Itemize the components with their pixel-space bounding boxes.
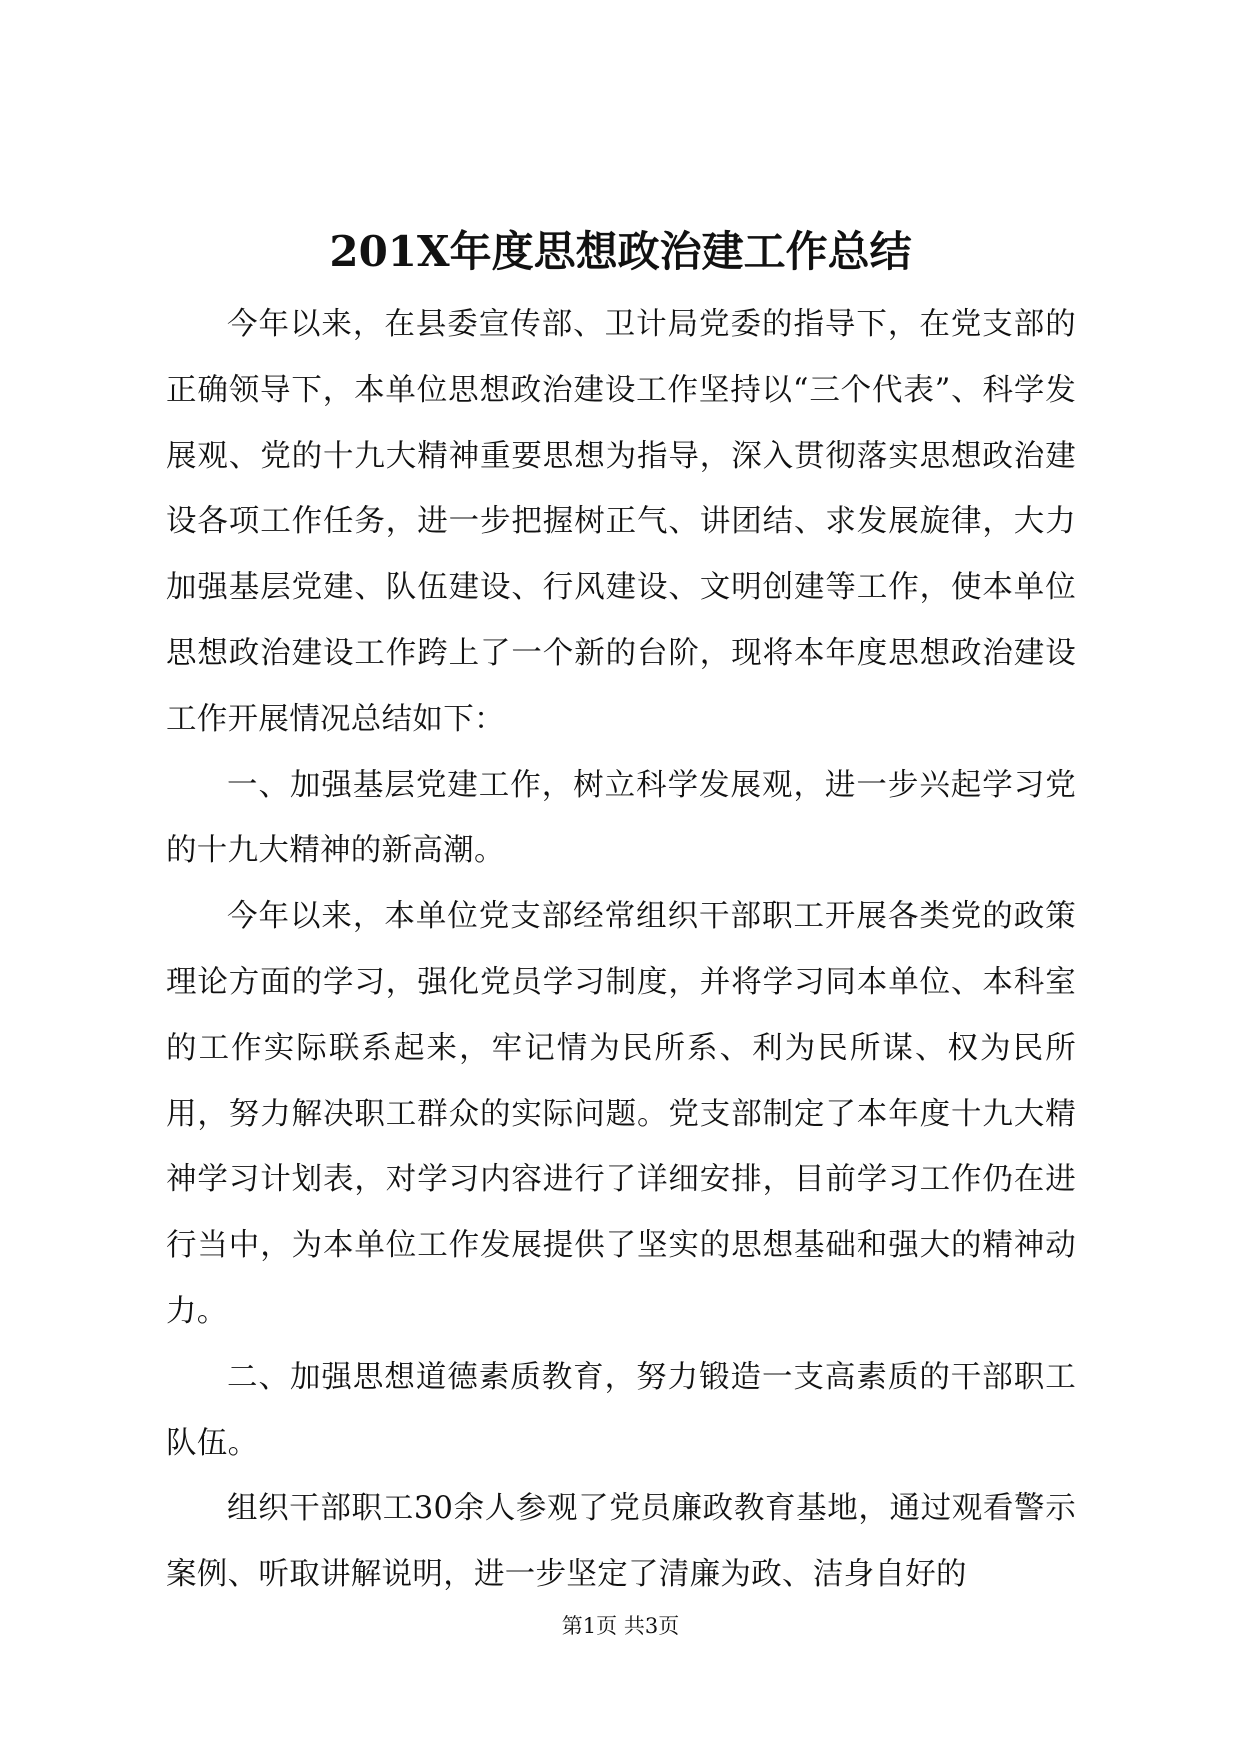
document-body: [166, 292, 1076, 1608]
paragraph-intro: 今年以来，在县委宣传部、卫计局党委的指导下，在党支部的正确领导下，本单位思想政治建设工作坚持以“三个代表”、科学发展观、党的十九大精神重要思想为指导，深入贯彻落实思想政治建设各项工作任务，进一步把握树正气、讲团结、求发展旋律，大力加强基层党建、队伍建设、行风建设、文明创建等工作，使本单位思想政治建设工作跨上了一个新的台阶，现将本年度思想政治建设工作开展情况总结如下：: [166, 307, 1076, 737]
paragraph-section-1: 今年以来，本单位党支部经常组织干部职工开展各类党的政策理论方面的学习，强化党员学习制度，并将学习同本单位、本科室的工作实际联系起来，牢记情为民所系、利为民所谋、权为民所用，努力解决职工群众的实际问题。党支部制定了本年度十九大精神学习计划表，对学习内容进行了详细安排，目前学习工作仍在进行当中，为本单位工作发展提供了坚实的思想基础和强大的精神动力。: [166, 899, 1076, 1329]
page-number-footer: 第1页 共3页: [561, 1614, 680, 1638]
document-title: 201X年度思想政治建工作总结: [329, 227, 912, 276]
section-heading-1: 一、加强基层党建工作，树立科学发展观，进一步兴起学习党的十九大精神的新高潮。: [166, 767, 1076, 869]
section-heading-2: 二、加强思想道德素质教育，努力锻造一支高素质的干部职工队伍。: [166, 1359, 1076, 1461]
paragraph-section-2: 组织干部职工30余人参观了党员廉政教育基地，通过观看警示案例、听取讲解说明，进一步坚定了清廉为政、洁身自好的: [166, 1491, 1076, 1593]
